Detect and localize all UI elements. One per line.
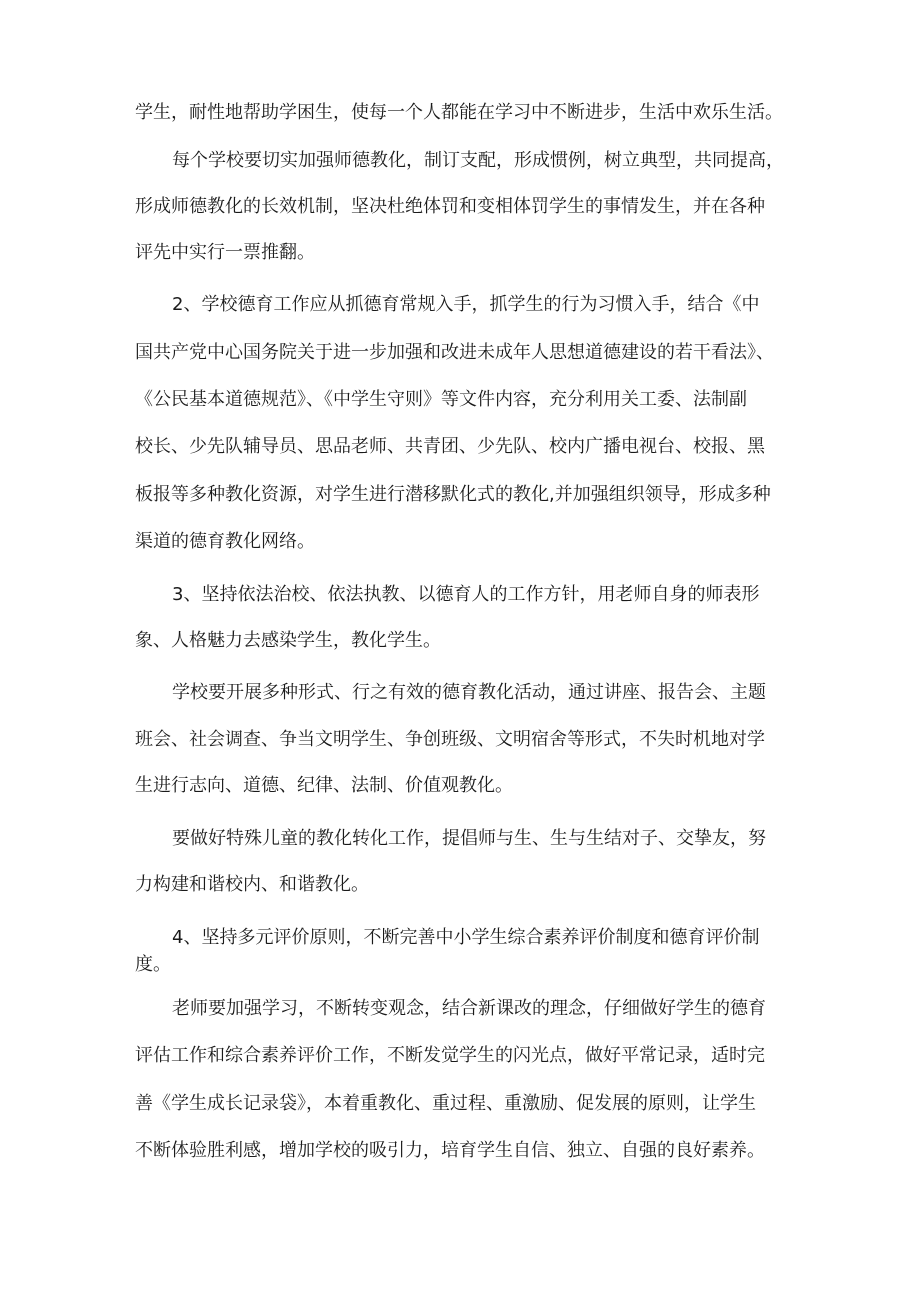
paragraph-2-line-2: 形成师德教化的长效机制，坚决杜绝体罚和变相体罚学生的事情发生，并在各种 <box>135 196 765 217</box>
paragraph-5-line-1: 学校要开展多种形式、行之有效的德育教化活动，通过讲座、报告会、主题 <box>172 682 766 703</box>
paragraph-3-line-3: 《公民基本道德规范》、《中学生守则》等文件内容，充分利用关工委、法制副 <box>135 389 747 410</box>
paragraph-3-line-6: 渠道的德育教化网络。 <box>135 531 315 552</box>
paragraph-8-line-2: 评估工作和综合素养评价工作，不断发觉学生的闪光点，做好平常记录，适时完 <box>135 1045 765 1066</box>
paragraph-4-line-1: 3、坚持依法治校、依法执教、以德育人的工作方针，用老师自身的师表形 <box>172 584 760 605</box>
paragraph-3-line-1: 2、学校德育工作应从抓德育常规入手，抓学生的行为习惯入手，结合《中 <box>172 294 760 315</box>
paragraph-3-line-2: 国共产党中心国务院关于进一步加强和改进未成年人思想道德建设的若干看法》、 <box>135 342 774 363</box>
paragraph-3-line-4: 校长、少先队辅导员、思品老师、共青团、少先队、校内广播电视台、校报、黑 <box>135 436 765 457</box>
paragraph-4-line-2: 象、人格魅力去感染学生，教化学生。 <box>135 630 441 651</box>
paragraph-1-line-1: 学生，耐性地帮助学困生，使每一个人都能在学习中不断进步，生活中欢乐生活。 <box>135 102 783 123</box>
paragraph-5-line-2: 班会、社会调查、争当文明学生、争创班级、文明宿舍等形式，不失时机地对学 <box>135 729 765 750</box>
paragraph-6-line-2: 力构建和谐校内、和谐教化。 <box>135 874 369 895</box>
paragraph-6-line-1: 要做好特殊儿童的教化转化工作，提倡师与生、生与生结对子、交挚友，努 <box>172 828 766 849</box>
paragraph-2-line-3: 评先中实行一票推翻。 <box>135 242 315 263</box>
paragraph-2-line-1: 每个学校要切实加强师德教化，制订支配，形成惯例，树立典型，共同提高， <box>172 150 784 171</box>
paragraph-7-line-2: 度。 <box>135 954 171 975</box>
paragraph-3-line-5: 板报等多种教化资源，对学生进行潜移默化式的教化,并加强组织领导，形成多种 <box>135 484 771 505</box>
paragraph-5-line-3: 生进行志向、道德、纪律、法制、价值观教化。 <box>135 775 513 796</box>
paragraph-7-line-1: 4、坚持多元评价原则，不断完善中小学生综合素养评价制度和德育评价制 <box>172 927 760 948</box>
paragraph-8-line-3: 善《学生成长记录袋》，本着重教化、重过程、重激励、促发展的原则，让学生 <box>135 1093 756 1114</box>
paragraph-8-line-4: 不断体验胜利感，增加学校的吸引力，培育学生自信、独立、自强的良好素养。 <box>135 1140 765 1161</box>
paragraph-8-line-1: 老师要加强学习，不断转变观念，结合新课改的理念，仔细做好学生的德育 <box>172 998 766 1019</box>
